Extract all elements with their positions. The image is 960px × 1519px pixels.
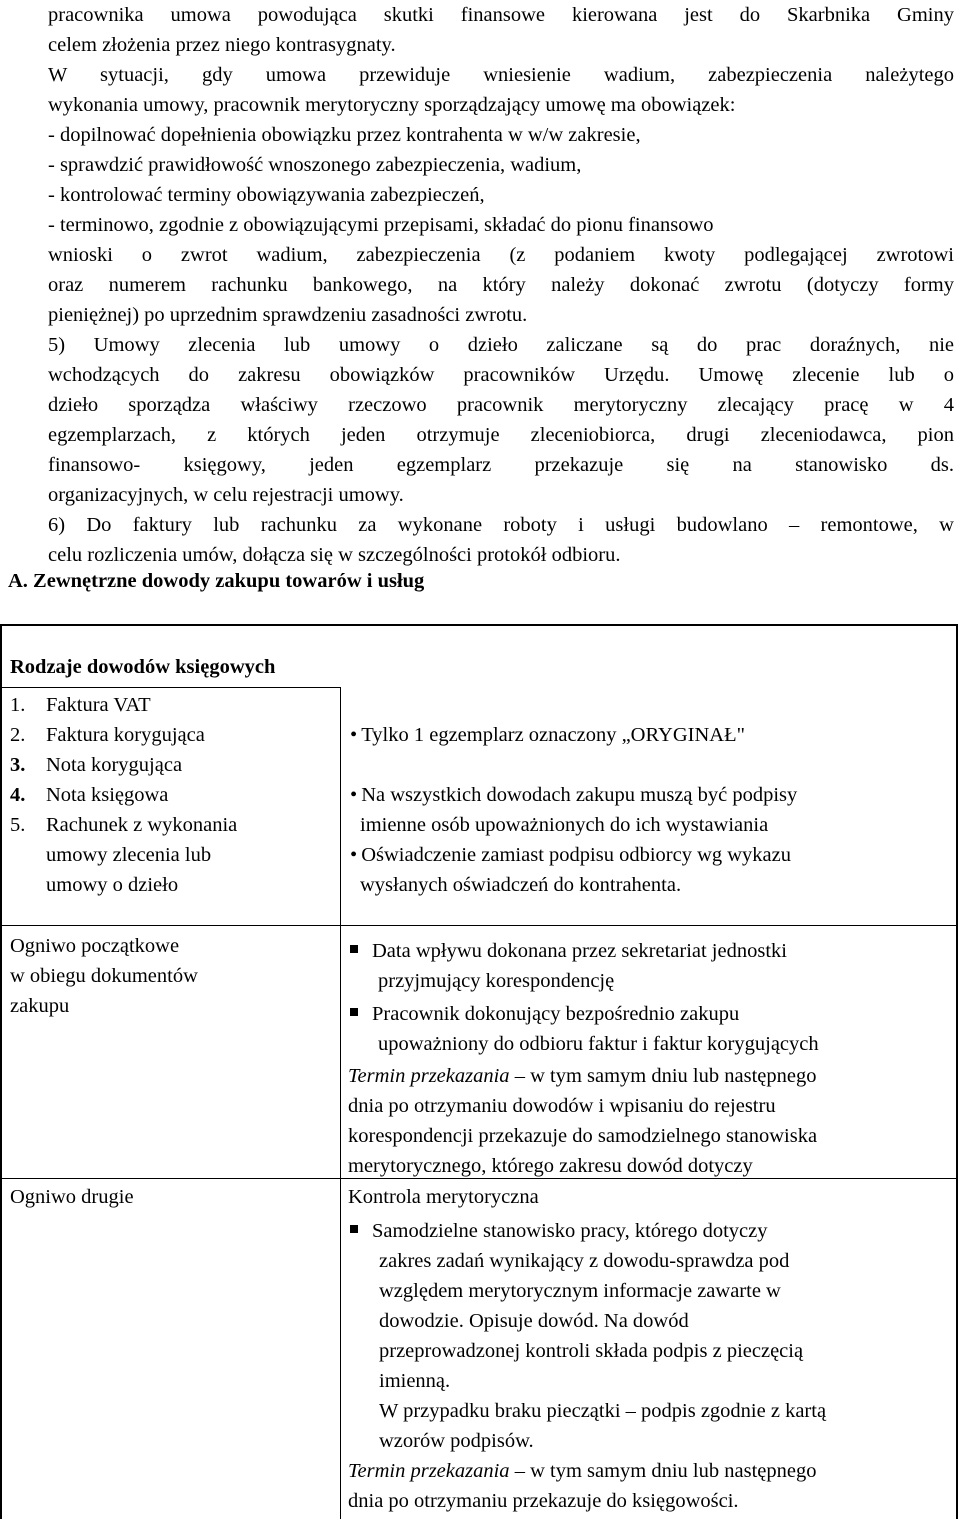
link1-bullet-text: Pracownik dokonujący bezpośrednio zakupu: [372, 1003, 740, 1025]
requirement-text: Na wszystkich dowodach zakupu muszą być podpisy: [361, 784, 798, 806]
paragraph-line: wchodzących do zakresu obowiązków pracowników Urzędu. Umowę zlecenie lub o: [48, 364, 954, 386]
doc-type-item: [10, 840, 211, 870]
doc-type-item: [10, 750, 182, 780]
requirement-item: [350, 720, 745, 750]
doc-type-label: Nota korygująca: [46, 754, 183, 776]
paragraph-line: celem złożenia przez niego kontrasygnaty.: [48, 34, 396, 56]
square-bullet-icon: [350, 1225, 358, 1233]
link2-bullet-text: dowodzie. Opisuje dowód. Na dowód: [379, 1310, 689, 1332]
paragraph-line: finansowo- księgowy, jeden egzemplarz przekazuje się na stanowisko ds.: [48, 454, 954, 476]
paragraph-line: oraz numerem rachunku bankowego, na który należy dokonać zwrotu (dotyczy formy: [48, 274, 954, 296]
term-text: – w tym samym dniu lub następnego: [514, 1460, 817, 1482]
link2-bullet-text: imienną.: [379, 1370, 451, 1392]
link1-bullet-text: Data wpływu dokonana przez sekretariat jednostki: [372, 940, 787, 962]
link2-bullet-text: przeprowadzonej kontroli składa podpis z pieczęcią: [379, 1340, 804, 1362]
table-left-border: [0, 624, 2, 1519]
paragraph-line: organizacyjnych, w celu rejestracji umowy.: [48, 484, 404, 506]
paragraph-line: - dopilnować dopełnienia obowiązku przez kontrahenta w w/w zakresie,: [48, 124, 641, 146]
link1-term-line: [348, 1091, 776, 1121]
link2-bullet-text: W przypadku braku pieczątki – podpis zgodnie z kartą: [379, 1400, 827, 1422]
doc-type-number: 3.: [10, 754, 26, 776]
link1-label: Ogniwo początkowe: [10, 935, 180, 957]
section-heading: A. Zewnętrzne dowody zakupu towarów i usług: [8, 570, 425, 592]
paragraph-line: W sytuacji, gdy umowa przewiduje wniesienie wadium, zabezpieczenia należytego: [48, 64, 954, 86]
paragraph-line: 5) Umowy zlecenia lub umowy o dzieło zaliczane są do prac doraźnych, nie: [48, 334, 954, 356]
requirement-item: [350, 780, 797, 810]
link2-label: Ogniwo drugie: [10, 1186, 134, 1208]
paragraph-line: pieniężnej) po uprzednim sprawdzeniu zasadności zwrotu.: [48, 304, 528, 326]
link1-term-line: [348, 1121, 817, 1151]
link1-bullet-text: przyjmujący korespondencję: [378, 970, 615, 992]
square-bullet-icon: [350, 945, 358, 953]
link1-term-line: [348, 1151, 753, 1181]
header-divider: [0, 687, 340, 688]
doc-type-number: 2.: [10, 724, 26, 746]
link2-bullet-text: Samodzielne stanowisko pracy, którego dotyczy: [372, 1220, 768, 1242]
doc-type-label: Faktura korygująca: [46, 724, 205, 746]
doc-type-label: Faktura VAT: [46, 694, 151, 716]
paragraph-line: - sprawdzić prawidłowość wnoszonego zabezpieczenia, wadium,: [48, 154, 582, 176]
requirement-text: Oświadczenie zamiast podpisu odbiorcy wg wykazu: [361, 844, 791, 866]
paragraph-line: egzemplarzach, z których jeden otrzymuje zleceniobiorca, drugi zleceniodawca, pion: [48, 424, 954, 446]
table-header: Rodzaje dowodów księgowych: [10, 656, 276, 678]
link2-bullet-line: [379, 1276, 781, 1306]
paragraph-line: pracownika umowa powodująca skutki finansowe kierowana jest do Skarbnika Gminy: [48, 4, 954, 26]
link2-bullet-line: [379, 1396, 826, 1426]
link1-label: zakupu: [10, 995, 70, 1017]
doc-type-item: [10, 720, 205, 750]
paragraph-line: - kontrolować terminy obowiązywania zabezpieczeń,: [48, 184, 485, 206]
table-right-border: [956, 624, 958, 1519]
bullet-icon: •: [350, 844, 358, 866]
doc-type-item: [10, 810, 237, 840]
doc-type-label: umowy zlecenia lub: [46, 844, 212, 866]
row-divider-1: [0, 925, 958, 926]
doc-type-label: Nota księgowa: [46, 784, 169, 806]
requirement-item: [360, 810, 768, 840]
requirement-text: wysłanych oświadczeń do kontrahenta.: [360, 874, 682, 896]
square-bullet-icon: [350, 1008, 358, 1016]
requirement-text: Tylko 1 egzemplarz oznaczony „ORYGINAŁ": [361, 724, 745, 746]
requirement-item: [360, 870, 681, 900]
link2-term-line: [348, 1456, 816, 1486]
term-label: Termin przekazania: [348, 1065, 510, 1087]
link2-bullet-line: [379, 1426, 534, 1456]
paragraph-line: 6) Do faktury lub rachunku za wykonane roboty i usługi budowlano – remontowe, w: [48, 514, 954, 536]
link1-bullet-line: [350, 999, 739, 1029]
link2-bullet-line: [379, 1246, 789, 1276]
doc-type-label: umowy o dzieło: [46, 874, 179, 896]
paragraph-line: - terminowo, zgodnie z obowiązującymi przepisami, składać do pionu finansowo: [48, 214, 714, 236]
paragraph-line: wnioski o zwrot wadium, zabezpieczenia (z podaniem kwoty podlegającej zwrotowi: [48, 244, 954, 266]
paragraph-line: celu rozliczenia umów, dołącza się w szczególności protokół odbioru.: [48, 544, 621, 566]
link2-bullet-line: [379, 1306, 689, 1336]
doc-type-number: 4.: [10, 784, 26, 806]
link1-label: w obiegu dokumentów: [10, 965, 198, 987]
requirement-item: [350, 840, 791, 870]
paragraph-line: dzieło sporządza właściwy rzeczowo pracownik merytoryczny zlecający pracę w 4: [48, 394, 954, 416]
term-label: Termin przekazania: [348, 1460, 510, 1482]
doc-type-number: 1.: [10, 694, 26, 716]
paragraph-line: wykonania umowy, pracownik merytoryczny sporządzający umowę ma obowiązek:: [48, 94, 736, 116]
control-title: Kontrola merytoryczna: [348, 1186, 539, 1208]
link1-bullet-line: [350, 936, 787, 966]
link2-bullet-text: zakres zadań wynikający z dowodu-sprawdza pod: [379, 1250, 790, 1272]
link1-bullet-line: [378, 966, 614, 996]
link1-bullet-line: [378, 1029, 819, 1059]
requirement-text: imienne osób upoważnionych do ich wystawiania: [360, 814, 769, 836]
term-text: dnia po otrzymaniu przekazuje do księgowości.: [348, 1490, 739, 1512]
link1-bullet-text: upoważniony do odbioru faktur i faktur korygujących: [378, 1033, 819, 1055]
link2-bullet-line: [350, 1216, 767, 1246]
link2-term-line: [348, 1486, 739, 1516]
link2-bullet-line: [379, 1336, 803, 1366]
term-text: korespondencji przekazuje do samodzielnego stanowiska: [348, 1125, 818, 1147]
term-text: dnia po otrzymaniu dowodów i wpisaniu do rejestru: [348, 1095, 776, 1117]
bullet-icon: •: [350, 784, 358, 806]
link1-term-line: [348, 1061, 816, 1091]
doc-type-label: Rachunek z wykonania: [46, 814, 238, 836]
link2-bullet-text: względem merytorycznym informacje zawarte w: [379, 1280, 781, 1302]
term-text: – w tym samym dniu lub następnego: [514, 1065, 817, 1087]
column-divider: [340, 687, 341, 1519]
doc-type-number: 5.: [10, 814, 26, 836]
doc-type-item: [10, 690, 151, 720]
doc-type-item: [10, 870, 178, 900]
bullet-icon: •: [350, 724, 358, 746]
table-top-border: [0, 624, 958, 626]
doc-type-item: [10, 780, 168, 810]
link2-bullet-line: [379, 1366, 450, 1396]
term-text: merytorycznego, którego zakresu dowód dotyczy: [348, 1155, 753, 1177]
link2-bullet-text: wzorów podpisów.: [379, 1430, 534, 1452]
